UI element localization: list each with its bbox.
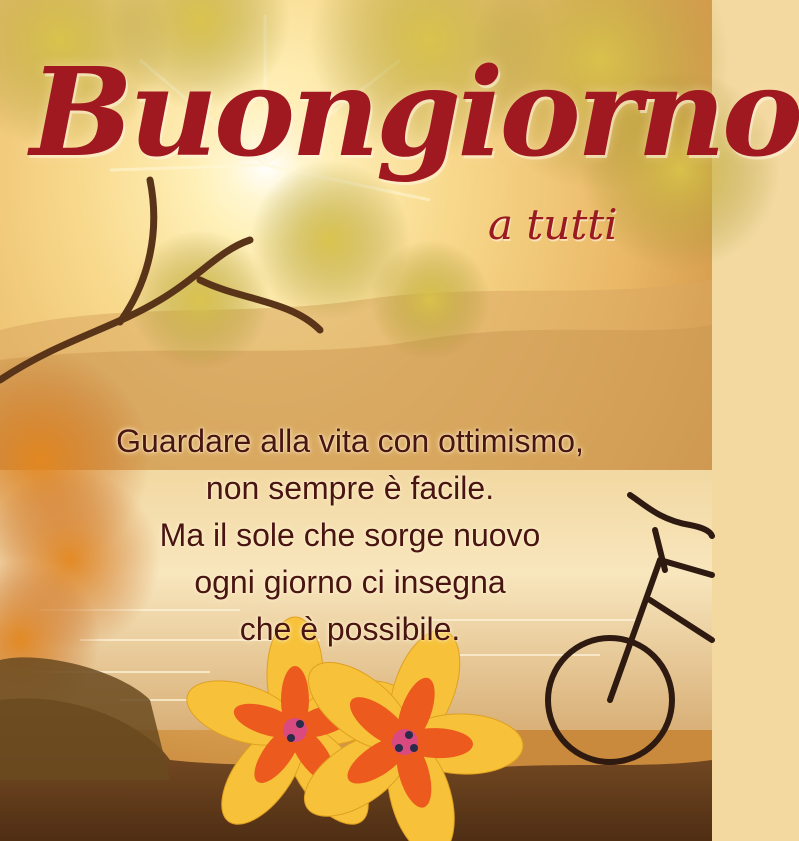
greeting-title: Buongiorno xyxy=(30,40,799,184)
message-line: ogni giorno ci insegna xyxy=(194,564,506,600)
message-line: che è possibile. xyxy=(239,611,461,647)
greeting-subtitle: a tutti xyxy=(488,200,618,249)
motivational-message xyxy=(20,418,680,653)
message-line: Ma il sole che sorge nuovo xyxy=(159,517,541,553)
message-line: non sempre è facile. xyxy=(205,470,495,506)
message-line: Guardare alla vita con ottimismo, xyxy=(116,423,584,459)
